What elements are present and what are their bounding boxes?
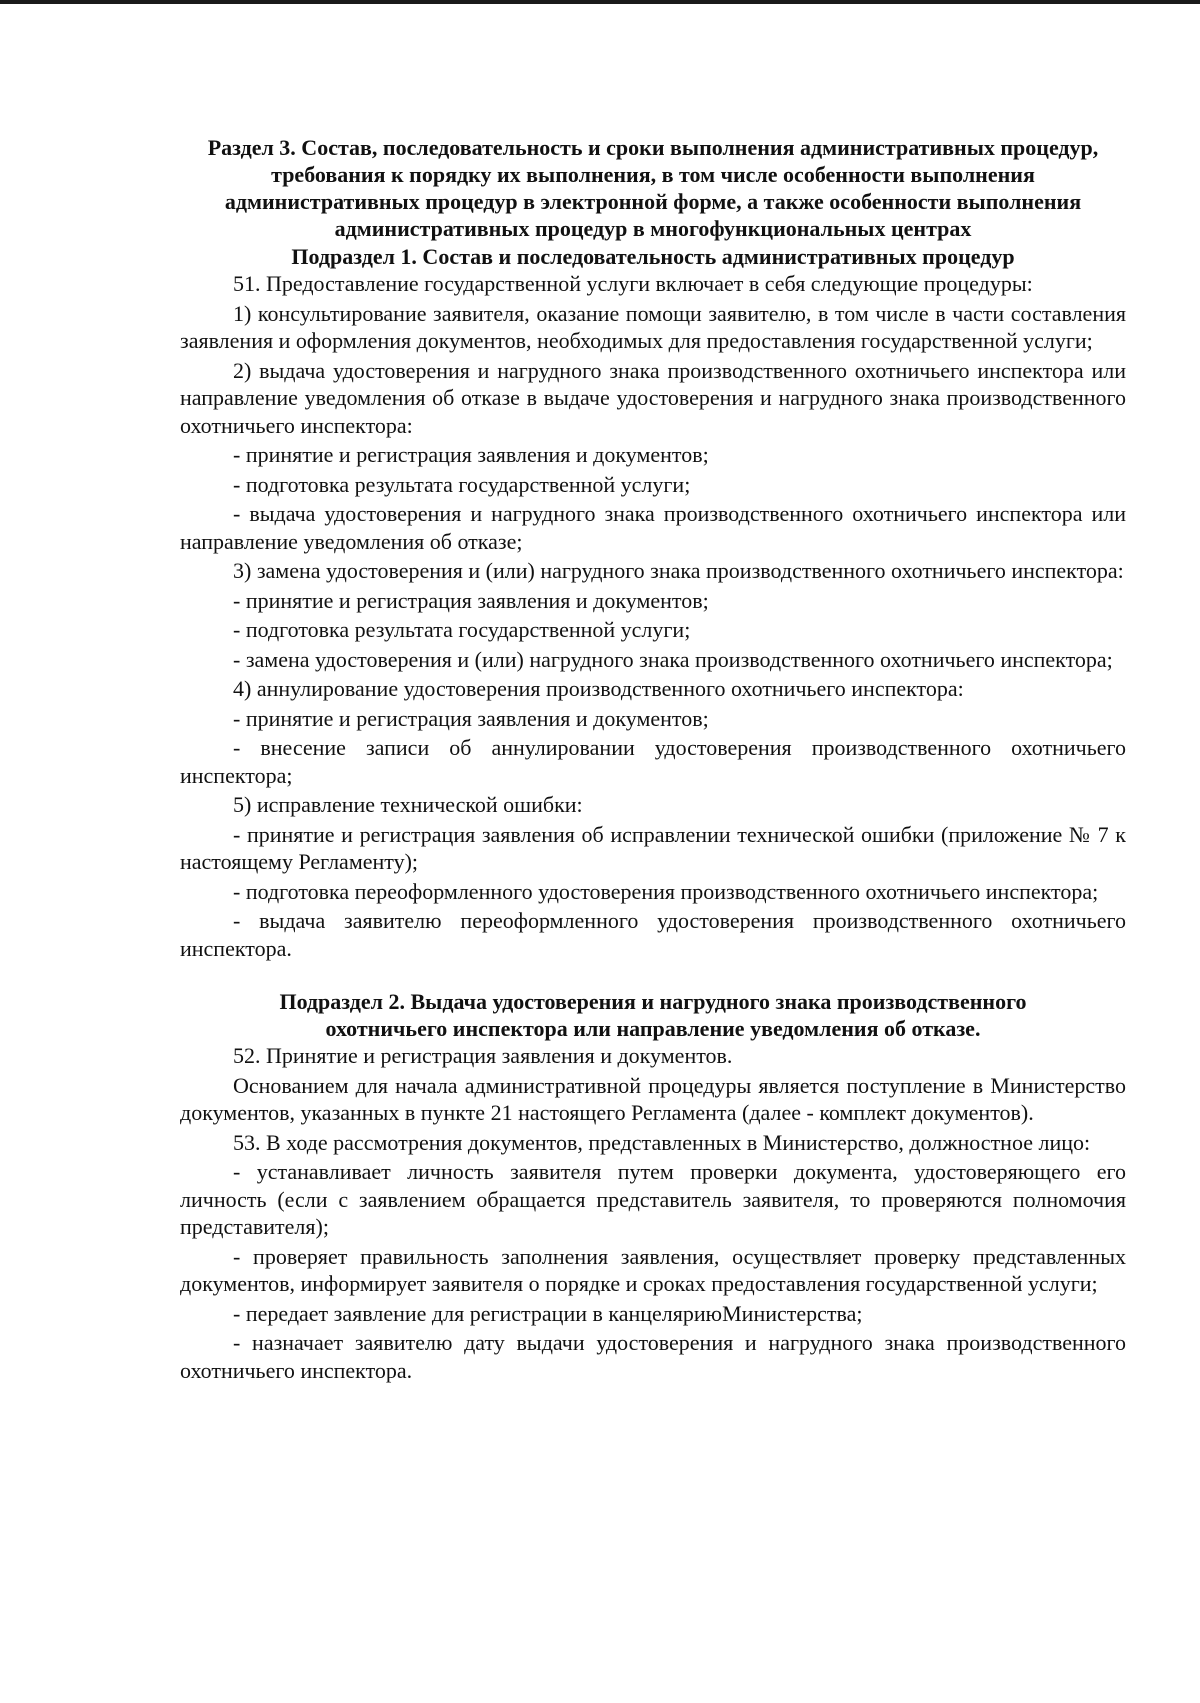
list-item: - принятие и регистрация заявления и документов;	[233, 705, 709, 731]
list-item: - подготовка переоформленного удостоверения производственного охотничьего инспектора;	[233, 878, 1099, 904]
list-item: - принятие и регистрация заявления и документов;	[233, 442, 709, 467]
paragraph: 5) исправление технической ошибки:	[233, 792, 583, 817]
list-item: - замена удостоверения и (или) нагрудного знака производственного охотничьего инспектора;	[233, 646, 1113, 672]
paragraph: 53. В ходе рассмотрения документов, представленных в Министерство, должностное лицо:	[233, 1129, 1091, 1155]
paragraph: Основанием для начала административной процедуры является поступление в Министерство документов, указанных в пункте 21 настоящего Регламента (далее - комплект документов).	[180, 1072, 1126, 1125]
section-heading: Раздел 3. Состав, последовательность и сроки выполнения административных процедур, требования к порядку их выполнения, в том числе особенности выполнения административных процедур в электронной форме, а также особенности выполнения административных процедур в многофункциональных центрах	[207, 135, 1099, 241]
paragraph: 2) выдача удостоверения и нагрудного знака производственного охотничьего инспектора или направление уведомления об отказе в выдаче удостоверения и нагрудного знака производственного охотничьего инспектора:	[180, 357, 1126, 438]
list-item: - внесение записи об аннулировании удостоверения производственного охотничьего инспектора;	[180, 735, 1126, 788]
list-item: - устанавливает личность заявителя путем проверки документа, удостоверяющего его личность (если с заявлением обращается представитель заявителя, то проверяются полномочия представителя);	[180, 1159, 1126, 1239]
paragraph: 1) консультирование заявителя, оказание помощи заявителю, в том числе в части составления заявления и оформления документов, необходимых для предоставления государственной услуги;	[180, 300, 1126, 353]
list-item: - принятие и регистрация заявления об исправлении технической ошибки (приложение № 7 к настоящему Регламенту);	[180, 821, 1126, 874]
subsection-1-title: Подраздел 1. Состав и последовательность административных процедур	[291, 244, 1015, 269]
subsection-1-body	[180, 270, 1126, 962]
list-item: - выдача удостоверения и нагрудного знака производственного охотничьего инспектора или направление уведомления об отказе;	[180, 501, 1126, 554]
subsection-2-body	[180, 1042, 1126, 1384]
paragraph: 52. Принятие и регистрация заявления и документов.	[233, 1043, 733, 1068]
list-item: - проверяет правильность заполнения заявления, осуществляет проверку представленных документов, информирует заявителя о порядке и сроках предоставления государственной услуги;	[180, 1243, 1126, 1296]
scan-top-edge	[0, 0, 1200, 4]
list-item: - выдача заявителю переоформленного удостоверения производственного охотничьего инспектора.	[180, 908, 1126, 961]
paragraph: 51. Предоставление государственной услуги включает в себя следующие процедуры:	[233, 271, 1033, 296]
list-item: - подготовка результата государственной услуги;	[233, 617, 691, 642]
list-item: - назначает заявителю дату выдачи удостоверения и нагрудного знака производственного охотничьего инспектора.	[180, 1330, 1126, 1383]
document-page	[180, 134, 1126, 1386]
list-item: - принятие и регистрация заявления и документов;	[233, 587, 709, 613]
list-item: - подготовка результата государственной услуги;	[233, 471, 691, 497]
paragraph: 4) аннулирование удостоверения производственного охотничьего инспектора:	[233, 676, 964, 701]
paragraph: 3) замена удостоверения и (или) нагрудного знака производственного охотничьего инспектора:	[233, 558, 1124, 583]
list-item: - передает заявление для регистрации в канцеляриюМинистерства;	[233, 1300, 863, 1326]
subsection-2-title: Подраздел 2. Выдача удостоверения и нагрудного знака производственного охотничьего инспектора или направление уведомления об отказе.	[279, 989, 1027, 1041]
